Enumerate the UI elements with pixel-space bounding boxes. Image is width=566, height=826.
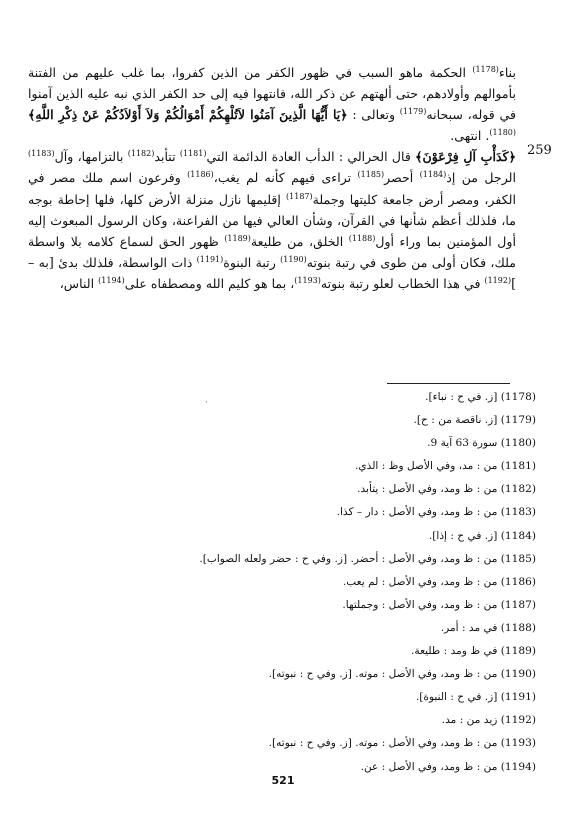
footnote: (1191) [ز. في ح : النبوة]. (415, 691, 536, 704)
footnote: (1194) من : ظ ومد، وفي الأصل : عن. (360, 760, 536, 773)
text-run: وفرعون اسم ملك مصر في الكفر، ومصر أرض جامعة كليتها وجملة (28, 170, 516, 207)
text-run: إقليمها نازل منزلة الأرض كلها، فلها إحاطة بوجه ما، فلذلك أعظم شأنها في القرآن، وشأن العالي فيها من الفراعنة، وكان الرسول المبعوث إليه أول المؤمنين بما وراء أول (28, 191, 516, 249)
text-run: تراءى فيهم كأنه لم يغب، (213, 170, 358, 186)
text-run: ظهور الحق لسماع كلامه بلا واسطة ملك، فكان أولى من طوى في رتبة بنوته (28, 233, 517, 270)
paragraph (28, 62, 516, 146)
footnote: (1186) من : ظ ومد، وفي الأصل : لم يعب. (342, 575, 536, 588)
verse-number: 259 (527, 143, 552, 158)
footnote-marker: (1182) (127, 149, 155, 159)
footnote-marker: (1178) (472, 64, 499, 74)
footnotes (136, 386, 536, 779)
text-run: الحكمة ماهو السبب في ظهور الكفر من الذين كفروا، بما غلب عليهم من الفتنة بأموالهم وأولادهم، حتى ألهتهم عن ذكر الله، فانتهوا فيه إلى حد الكفر الذي نبه عليه الذين آمنوا في قوله، سبحانه (28, 65, 517, 123)
footnote: (1180) سورة 63 آية 9. (427, 437, 536, 450)
footnote: (1182) من : ظ ومد، وفي الأصل : يتأبد. (357, 483, 536, 496)
text-run: . انتهى. (450, 128, 490, 144)
footnote: (1188) في مد : أمر. (440, 621, 536, 634)
footnote-marker: (1183) (28, 149, 55, 159)
footnote-marker: (1181) (179, 149, 207, 159)
footnote: (1183) من : ظ ومد، وفي الأصل : دار – كذا. (336, 506, 536, 519)
text-run: أحصر (384, 170, 420, 186)
text-run: بناء (498, 65, 516, 80)
footnote: (1192) زيد من : مد. (441, 714, 536, 727)
text-run: ذات الواسطة، فلذلك بدئ [به – ] (28, 254, 516, 291)
footnote: (1193) من : ظ ومد، وفي الأصل : موته. [ز. وفي ح : نبوته]. (268, 737, 536, 750)
footnote-separator (387, 383, 510, 384)
footnote-marker: (1192) (484, 275, 512, 285)
footnote-marker: (1194) (98, 275, 125, 285)
quran-verse: ﴿كَدَأْبِ آلِ فِرْعَوْنَ﴾ (415, 149, 516, 165)
footnote-marker: (1186) (187, 170, 214, 180)
text-run: الخلق، من طليعة (250, 233, 349, 249)
text-run: ، بما هو كليم الله ومصطفاه على (124, 275, 295, 291)
footnote: (1187) من : ظ ومد، وفي الأصل : وجملتها. (342, 598, 536, 611)
footnote-marker: (1179) (399, 107, 427, 116)
text-run: وتعالى : (347, 107, 400, 123)
text-run: رتبة البنوة (223, 254, 281, 270)
footnote-marker: (1184) (419, 170, 447, 180)
footnote-marker: (1193) (294, 275, 321, 285)
footnote: (1185) من : ظ ومد، وفي الأصل : أحضر. [ز. وفي ح : حضر ولعله الصواب]. (199, 552, 536, 565)
footnote: (1189) في ظ ومد : طليعة. (411, 645, 536, 658)
footnote-marker: (1187) (286, 191, 313, 201)
footnote-marker: (1188) (348, 233, 376, 243)
quran-verse: ﴿يَا أَيُّهَا الَّذِينَ آمَنُوا لاَتُلْهِكُمْ أَمْوَالُكُمْ وَلاَ أَوْلاَدُكُمْ عَنْ ذِكْرِ اللَّهِ﴾ (28, 107, 348, 123)
footnote-marker: (1185) (357, 170, 385, 180)
footnote: (1190) من : ظ ومد، وفي الأصل : موته. [ز. وفي ح : نبوته]. (268, 668, 536, 681)
text-run: قال الحرالي : الدأب العادة الدائمة التي (206, 149, 416, 165)
text-run: الناس، (59, 275, 99, 291)
paragraph (28, 146, 516, 294)
footnote-marker: (1189) (224, 233, 251, 243)
footnote: (1181) من : مد، وفي الأصل وظ : الذي. (354, 460, 536, 473)
footnote-marker: (1190) (280, 254, 307, 264)
footnote-marker: (1191) (196, 254, 224, 264)
footnote-marker: (1180) (489, 128, 516, 138)
text-run: بالتزامها، وآل (54, 149, 128, 165)
page-number: 521 (271, 774, 295, 787)
text-run: الرجل من إذ (446, 170, 516, 186)
footnote: (1184) [ز. في ح : إذا]. (428, 529, 536, 542)
text-run: تتأبد (154, 149, 180, 165)
text-run: في هذا الخطاب لعلو رتبة بنوته (320, 275, 485, 291)
main-text (28, 62, 516, 294)
stray-mark: · (205, 398, 208, 408)
footnote: (1178) [ز. في ح : نباء]. (425, 391, 536, 403)
footnote: (1179) [ز. ناقصة من : ح]. (413, 414, 536, 427)
